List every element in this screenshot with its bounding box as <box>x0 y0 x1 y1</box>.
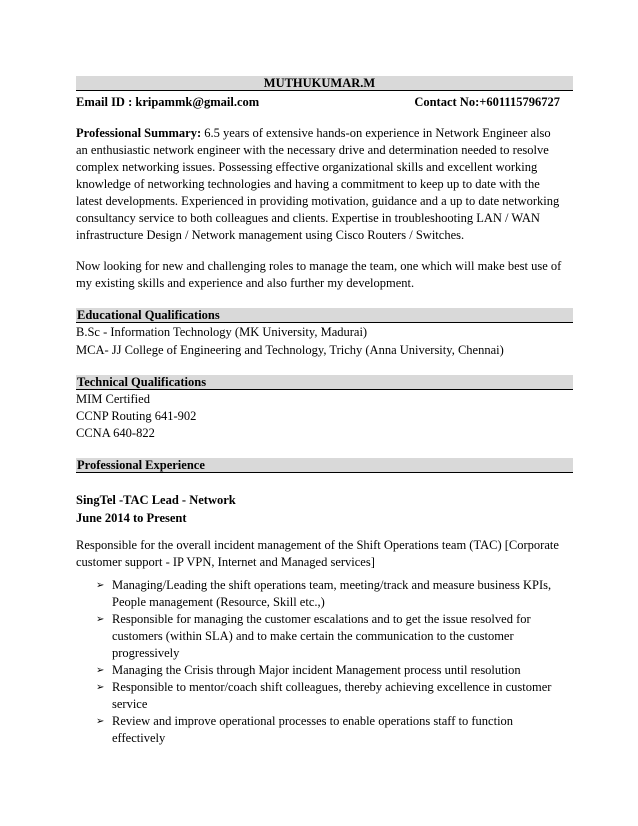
technical-item: CCNA 640-822 <box>76 426 155 440</box>
job-intro-line: customer support - IP VPN, Internet and Managed services] <box>76 555 375 569</box>
list-item-line: effectively <box>112 731 166 745</box>
list-item-line: Managing/Leading the shift operations team, meeting/track and measure business KPIs, <box>112 578 552 592</box>
list-item-line: customers (within SLA) and to make certain the communication to the customer <box>112 629 514 643</box>
list-item <box>96 662 566 679</box>
responsibility-list <box>96 577 566 747</box>
job-period: June 2014 to Present <box>76 511 187 525</box>
objective-paragraph <box>76 258 576 292</box>
professional-summary <box>76 125 576 244</box>
name-heading: MUTHUKUMAR.M <box>76 76 573 91</box>
contact-number: Contact No:+601115796727 <box>414 95 560 109</box>
email-line: Email ID : kripammk@gmail.com <box>76 95 260 109</box>
job-title: SingTel -TAC Lead - Network <box>76 493 236 507</box>
arrow-bullet-icon: ➢ <box>96 665 105 676</box>
list-item-line: Responsible for managing the customer escalations and to get the issue resolved for <box>112 612 531 626</box>
list-item <box>96 679 566 713</box>
list-item <box>96 577 566 611</box>
list-item <box>96 713 566 747</box>
summary-line: complex networking issues. Possessing effective organizational skills and excellent working <box>76 160 538 174</box>
job-intro-line: Responsible for the overall incident management of the Shift Operations team (TAC) [Corporate <box>76 538 559 552</box>
education-item: MCA- JJ College of Engineering and Technology, Trichy (Anna University, Chennai) <box>76 343 504 357</box>
education-heading: Educational Qualifications <box>76 308 573 323</box>
list-item-line: Review and improve operational processes to enable operations staff to function <box>112 714 514 728</box>
summary-line: infrastructure Design / Network management using Cisco Routers / Switches. <box>76 228 465 242</box>
list-item-line: progressively <box>112 646 180 660</box>
summary-line: latest developments. Experienced in providing motivation, guidance and a up to date networking <box>76 194 560 208</box>
technical-heading: Technical Qualifications <box>76 375 573 390</box>
job-intro <box>76 537 576 571</box>
objective-line: Now looking for new and challenging roles to manage the team, one which will make best use of <box>76 259 562 273</box>
objective-line: my existing skills and experience and also further my development. <box>76 276 415 290</box>
arrow-bullet-icon: ➢ <box>96 614 105 625</box>
arrow-bullet-icon: ➢ <box>96 682 105 693</box>
education-item: B.Sc - Information Technology (MK University, Madurai) <box>76 325 368 339</box>
list-item <box>96 611 566 662</box>
list-item-line: service <box>112 697 148 711</box>
technical-item: MIM Certified <box>76 392 150 406</box>
technical-item: CCNP Routing 641-902 <box>76 409 197 423</box>
arrow-bullet-icon: ➢ <box>96 580 105 591</box>
summary-line: consultancy service to both colleagues and clients. Expertise in troubleshooting LAN / WAN <box>76 211 540 225</box>
summary-line: knowledge of networking technologies and having a commitment to keep up to date with the <box>76 177 540 191</box>
experience-heading: Professional Experience <box>76 458 573 473</box>
summary-line: 6.5 years of extensive hands-on experience in Network Engineer also <box>204 126 551 140</box>
summary-label: Professional Summary: <box>76 126 202 140</box>
list-item-line: People management (Resource, Skill etc.,) <box>112 595 325 609</box>
arrow-bullet-icon: ➢ <box>96 716 105 727</box>
list-item-line: Responsible to mentor/coach shift colleagues, thereby achieving excellence in customer <box>112 680 552 694</box>
list-item-line: Managing the Crisis through Major incident Management process until resolution <box>112 663 521 677</box>
summary-line: an enthusiastic network engineer with the necessary drive and determination needed to resolve <box>76 143 549 157</box>
